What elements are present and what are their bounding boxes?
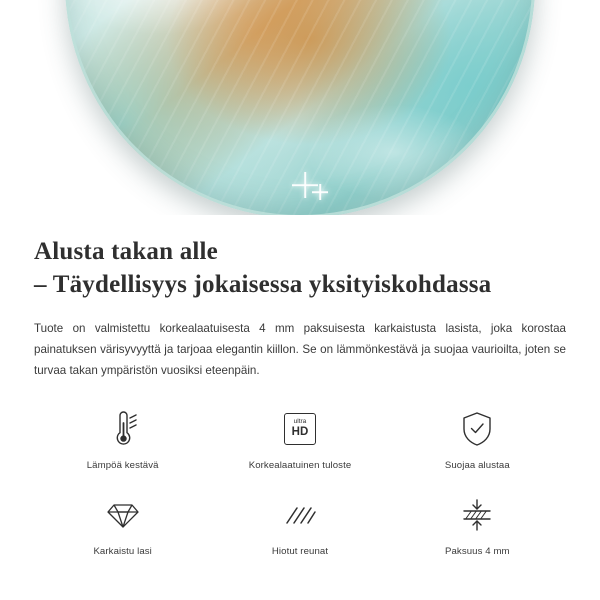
feature-label: Lämpöä kestävä <box>86 459 159 471</box>
feature-item-heat-resistant <box>34 407 211 471</box>
feature-label: Paksuus 4 mm <box>444 545 510 557</box>
feature-item-thickness <box>389 493 566 557</box>
feature-item-polished-edges <box>211 493 388 557</box>
ultra-hd-bottom-text: HD <box>291 425 309 438</box>
shield-check-icon <box>460 407 494 451</box>
description-paragraph: Tuote on valmistettu korkealaatuisesta 4 mm paksuisesta karkaistusta lasista, joka korostaa painatuksen värisyvyyttä ja tarjoaa elegantin kiillon. Se on lämmönkestävä ja suojaa vaurioilta, joten se turvaa takan ympäristön vuosiksi eteenpäin. <box>34 321 566 377</box>
feature-label: Suojaa alustaa <box>444 459 510 471</box>
hero-image-section <box>0 0 600 215</box>
page-title <box>34 235 566 301</box>
feature-item-high-quality-print <box>211 407 388 471</box>
feature-label: Korkealaatuinen tuloste <box>248 459 352 471</box>
headline-line-2: – Täydellisyys jokaisessa yksityiskohdassa <box>34 271 492 298</box>
diamond-icon <box>105 493 141 537</box>
feature-item-tempered-glass <box>34 493 211 557</box>
polished-edges-icon <box>282 493 318 537</box>
feature-label: Hiotut reunat <box>271 545 329 557</box>
feature-label: Karkaistu lasi <box>93 545 152 557</box>
round-glass-print-image <box>65 0 535 215</box>
content-area <box>0 235 600 557</box>
thermometer-icon <box>106 407 140 451</box>
feature-item-protects-surface <box>389 407 566 471</box>
ultra-hd-top-text: ultra <box>293 418 307 426</box>
thickness-icon <box>460 493 494 537</box>
ultra-hd-icon <box>284 407 316 451</box>
feature-list <box>34 407 566 557</box>
headline-line-1: Alusta takan alle <box>34 238 218 265</box>
